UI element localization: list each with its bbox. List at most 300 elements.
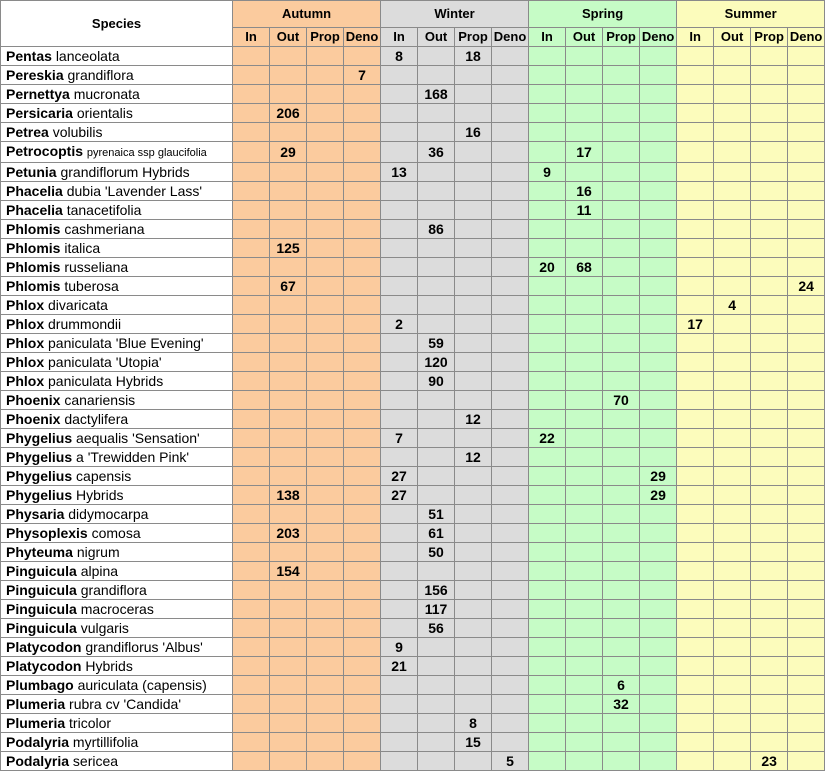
winter-out-cell [418,410,455,429]
autumn-deno-cell [344,657,381,676]
summer-deno-cell [788,220,825,239]
spring-prop-cell: 70 [603,391,640,410]
summer-in-cell [677,695,714,714]
autumn-out-cell: 138 [270,486,307,505]
spring-prop-cell: 32 [603,695,640,714]
autumn-in-cell [233,220,270,239]
summer-out-cell [714,220,751,239]
spring-out-cell [566,619,603,638]
autumn-prop-cell [307,676,344,695]
summer-in-cell [677,467,714,486]
table-row [1,752,825,771]
winter-deno-cell [492,505,529,524]
spring-deno-cell [640,296,677,315]
winter-in-cell [381,562,418,581]
spring-in-cell [529,296,566,315]
species-name-cell [1,448,233,467]
autumn-prop-cell [307,85,344,104]
summer-prop-cell [751,296,788,315]
autumn-deno-cell [344,123,381,142]
spring-deno-header: Deno [640,28,677,47]
species-name-cell [1,85,233,104]
summer-in-cell [677,182,714,201]
genus-name: Platycodon [6,658,82,674]
autumn-prop-cell [307,296,344,315]
winter-header: Winter [381,1,529,28]
spring-prop-cell [603,562,640,581]
genus-name: Phygelius [6,487,73,503]
spring-prop-cell [603,581,640,600]
winter-out-cell [418,638,455,657]
spring-in-cell [529,66,566,85]
summer-prop-cell [751,391,788,410]
genus-name: Physaria [6,506,65,522]
spring-prop-cell [603,524,640,543]
summer-header: Summer [677,1,825,28]
winter-prop-cell [455,66,492,85]
spring-deno-cell [640,752,677,771]
spring-in-cell [529,410,566,429]
spring-in-cell [529,562,566,581]
spring-out-cell [566,410,603,429]
autumn-out-cell [270,296,307,315]
autumn-out-cell [270,619,307,638]
spring-prop-cell [603,277,640,296]
genus-name: Phlox [6,373,45,389]
autumn-in-cell [233,334,270,353]
summer-in-cell [677,201,714,220]
table-row [1,353,825,372]
autumn-deno-cell [344,334,381,353]
spring-in-cell: 20 [529,258,566,277]
spring-out-cell: 17 [566,142,603,163]
winter-out-cell: 90 [418,372,455,391]
winter-in-cell: 7 [381,429,418,448]
table-row [1,142,825,163]
autumn-in-cell [233,600,270,619]
winter-out-cell [418,201,455,220]
spring-prop-cell [603,239,640,258]
spring-out-cell [566,505,603,524]
summer-in-cell [677,239,714,258]
winter-out-cell [418,695,455,714]
autumn-out-cell [270,258,307,277]
summer-deno-cell [788,85,825,104]
summer-out-cell [714,486,751,505]
summer-deno-cell [788,353,825,372]
winter-out-cell: 50 [418,543,455,562]
summer-deno-cell [788,123,825,142]
spring-deno-cell [640,429,677,448]
spring-in-header: In [529,28,566,47]
autumn-in-cell [233,201,270,220]
autumn-in-cell [233,524,270,543]
winter-out-cell [418,657,455,676]
autumn-out-cell [270,448,307,467]
table-row [1,182,825,201]
autumn-in-cell [233,467,270,486]
winter-in-cell [381,505,418,524]
winter-in-cell [381,220,418,239]
spring-in-cell [529,524,566,543]
summer-out-cell [714,391,751,410]
table-row [1,543,825,562]
genus-name: Petrea [6,124,49,140]
autumn-out-cell [270,123,307,142]
genus-name: Plumbago [6,677,74,693]
autumn-deno-cell [344,201,381,220]
winter-in-cell [381,733,418,752]
spring-in-cell [529,182,566,201]
winter-in-cell: 8 [381,47,418,66]
summer-prop-cell [751,163,788,182]
spring-deno-cell [640,66,677,85]
species-name-cell [1,353,233,372]
autumn-prop-header: Prop [307,28,344,47]
spring-in-cell [529,334,566,353]
table-row [1,66,825,85]
autumn-in-cell [233,66,270,85]
summer-deno-cell [788,695,825,714]
summer-prop-cell [751,657,788,676]
spring-in-cell [529,657,566,676]
table-row [1,714,825,733]
winter-out-cell [418,66,455,85]
species-epithet: nigrum [76,544,120,560]
summer-out-cell [714,714,751,733]
genus-name: Phoenix [6,411,61,427]
summer-deno-cell [788,505,825,524]
summer-in-cell [677,524,714,543]
genus-name: Plumeria [6,696,66,712]
winter-in-cell: 21 [381,657,418,676]
spring-in-cell [529,676,566,695]
spring-deno-cell: 29 [640,467,677,486]
spring-deno-cell [640,220,677,239]
winter-deno-cell [492,410,529,429]
genus-name: Pinguicula [6,563,77,579]
summer-deno-cell [788,524,825,543]
winter-in-cell [381,277,418,296]
summer-out-cell [714,448,751,467]
spring-out-cell [566,448,603,467]
species-epithet: comosa [91,525,141,541]
table-row [1,619,825,638]
summer-deno-cell [788,296,825,315]
genus-name: Petunia [6,164,57,180]
spring-prop-cell [603,123,640,142]
spring-in-cell [529,353,566,372]
winter-deno-cell [492,695,529,714]
summer-prop-cell [751,543,788,562]
summer-out-cell [714,85,751,104]
summer-in-cell [677,619,714,638]
autumn-in-cell [233,505,270,524]
genus-name: Platycodon [6,639,82,655]
spring-in-cell [529,277,566,296]
spring-out-header: Out [566,28,603,47]
species-epithet: alpina [80,563,119,579]
spring-in-cell: 22 [529,429,566,448]
summer-prop-cell [751,524,788,543]
winter-out-cell: 86 [418,220,455,239]
autumn-out-cell [270,467,307,486]
genus-name: Phlomis [6,278,61,294]
winter-out-cell [418,733,455,752]
species-name-cell [1,104,233,123]
autumn-deno-cell [344,372,381,391]
summer-in-cell [677,220,714,239]
summer-prop-cell [751,334,788,353]
spring-out-cell [566,600,603,619]
winter-deno-cell [492,239,529,258]
summer-prop-cell [751,142,788,163]
spring-deno-cell [640,163,677,182]
table-row [1,505,825,524]
summer-prop-cell [751,638,788,657]
autumn-prop-cell [307,695,344,714]
winter-deno-cell [492,733,529,752]
genus-name: Phlomis [6,221,61,237]
spring-out-cell [566,752,603,771]
winter-deno-cell [492,638,529,657]
spring-deno-cell [640,182,677,201]
genus-name: Physoplexis [6,525,88,541]
autumn-out-cell: 29 [270,142,307,163]
table-row [1,258,825,277]
spring-deno-cell [640,47,677,66]
spring-out-cell: 16 [566,182,603,201]
summer-prop-cell [751,258,788,277]
autumn-in-cell [233,277,270,296]
summer-in-cell [677,676,714,695]
spring-out-cell [566,85,603,104]
winter-deno-cell [492,619,529,638]
autumn-in-cell [233,315,270,334]
spring-in-cell [529,752,566,771]
summer-in-cell [677,85,714,104]
winter-out-cell [418,277,455,296]
winter-out-cell [418,258,455,277]
winter-deno-cell [492,277,529,296]
winter-out-cell [418,486,455,505]
spring-out-cell [566,391,603,410]
spring-deno-cell [640,239,677,258]
summer-deno-cell [788,752,825,771]
autumn-prop-cell [307,467,344,486]
autumn-in-cell [233,372,270,391]
autumn-prop-cell [307,104,344,123]
winter-in-header: In [381,28,418,47]
autumn-prop-cell [307,581,344,600]
summer-deno-cell [788,638,825,657]
spring-out-cell [566,543,603,562]
spring-in-cell [529,47,566,66]
winter-deno-cell [492,581,529,600]
summer-in-cell [677,277,714,296]
species-epithet: paniculata Hybrids [48,373,164,389]
summer-in-cell [677,66,714,85]
summer-prop-cell [751,505,788,524]
winter-in-cell [381,142,418,163]
winter-out-cell [418,448,455,467]
autumn-prop-cell [307,638,344,657]
spring-prop-cell [603,85,640,104]
spring-prop-cell [603,448,640,467]
autumn-deno-cell [344,581,381,600]
spring-deno-cell [640,657,677,676]
autumn-prop-cell [307,657,344,676]
autumn-out-cell [270,543,307,562]
autumn-out-cell [270,752,307,771]
winter-deno-cell [492,334,529,353]
winter-deno-cell [492,372,529,391]
spring-prop-cell [603,220,640,239]
winter-out-cell: 168 [418,85,455,104]
summer-out-cell [714,600,751,619]
genus-name: Plumeria [6,715,66,731]
summer-deno-cell [788,142,825,163]
spring-out-cell [566,47,603,66]
genus-name: Phlomis [6,240,61,256]
spring-prop-cell [603,315,640,334]
spring-out-cell [566,657,603,676]
winter-prop-cell [455,619,492,638]
genus-name: Phlox [6,297,45,313]
genus-name: Phlox [6,316,45,332]
autumn-deno-cell [344,543,381,562]
species-name-cell [1,391,233,410]
genus-name: Persicaria [6,105,73,121]
autumn-deno-cell [344,600,381,619]
species-epithet: divaricata [48,297,108,313]
spring-deno-cell [640,104,677,123]
species-name-cell [1,524,233,543]
winter-prop-cell: 18 [455,47,492,66]
genus-name: Pernettya [6,86,70,102]
winter-prop-header: Prop [455,28,492,47]
winter-prop-cell [455,467,492,486]
summer-out-cell [714,429,751,448]
spring-deno-cell [640,524,677,543]
summer-deno-cell [788,448,825,467]
autumn-deno-cell [344,239,381,258]
spring-in-cell [529,695,566,714]
spring-prop-cell [603,372,640,391]
spring-in-cell [529,619,566,638]
spring-deno-cell [640,410,677,429]
spring-deno-cell [640,638,677,657]
spring-out-cell [566,638,603,657]
winter-out-cell [418,562,455,581]
spring-out-cell [566,296,603,315]
spring-out-cell [566,429,603,448]
spring-in-cell [529,372,566,391]
winter-prop-cell: 12 [455,448,492,467]
species-name-cell [1,334,233,353]
autumn-prop-cell [307,600,344,619]
summer-out-cell [714,104,751,123]
species-epithet: russeliana [64,259,129,275]
spring-in-cell [529,391,566,410]
summer-prop-cell [751,47,788,66]
spring-out-cell [566,467,603,486]
summer-prop-cell [751,277,788,296]
species-epithet: capensis [76,468,132,484]
autumn-deno-cell [344,353,381,372]
spring-in-cell [529,448,566,467]
winter-deno-cell [492,543,529,562]
spring-prop-cell [603,410,640,429]
summer-deno-cell [788,562,825,581]
autumn-prop-cell [307,239,344,258]
winter-deno-cell [492,142,529,163]
autumn-deno-header: Deno [344,28,381,47]
summer-out-cell [714,163,751,182]
summer-prop-cell: 23 [751,752,788,771]
table-row [1,410,825,429]
summer-out-cell [714,619,751,638]
autumn-out-header: Out [270,28,307,47]
spring-in-cell [529,467,566,486]
autumn-deno-cell [344,714,381,733]
summer-out-cell [714,524,751,543]
autumn-deno-cell [344,315,381,334]
summer-prop-cell [751,467,788,486]
winter-deno-cell [492,486,529,505]
species-epithet: mucronata [73,86,140,102]
species-name-cell [1,676,233,695]
autumn-prop-cell [307,410,344,429]
summer-out-cell [714,315,751,334]
species-epithet: sericea [72,753,119,769]
summer-deno-cell [788,66,825,85]
spring-in-cell [529,486,566,505]
winter-out-cell [418,163,455,182]
spring-deno-cell [640,372,677,391]
spring-out-cell [566,372,603,391]
spring-out-cell [566,733,603,752]
species-epithet: grandiflorus 'Albus' [85,639,203,655]
autumn-prop-cell [307,123,344,142]
summer-out-cell: 4 [714,296,751,315]
autumn-out-cell [270,334,307,353]
summer-deno-cell [788,391,825,410]
summer-deno-cell [788,733,825,752]
species-name-cell [1,66,233,85]
genus-name: Pereskia [6,67,64,83]
autumn-prop-cell [307,182,344,201]
winter-prop-cell [455,524,492,543]
autumn-out-cell [270,505,307,524]
table-row [1,163,825,182]
spring-deno-cell [640,258,677,277]
autumn-deno-cell [344,258,381,277]
winter-in-cell [381,391,418,410]
autumn-out-cell [270,220,307,239]
table-row [1,277,825,296]
autumn-out-cell [270,714,307,733]
spring-deno-cell [640,353,677,372]
winter-prop-cell [455,695,492,714]
summer-in-cell [677,657,714,676]
autumn-deno-cell [344,142,381,163]
autumn-out-cell [270,353,307,372]
summer-out-cell [714,277,751,296]
winter-prop-cell [455,353,492,372]
species-epithet: lanceolata [55,48,120,64]
winter-out-cell: 117 [418,600,455,619]
